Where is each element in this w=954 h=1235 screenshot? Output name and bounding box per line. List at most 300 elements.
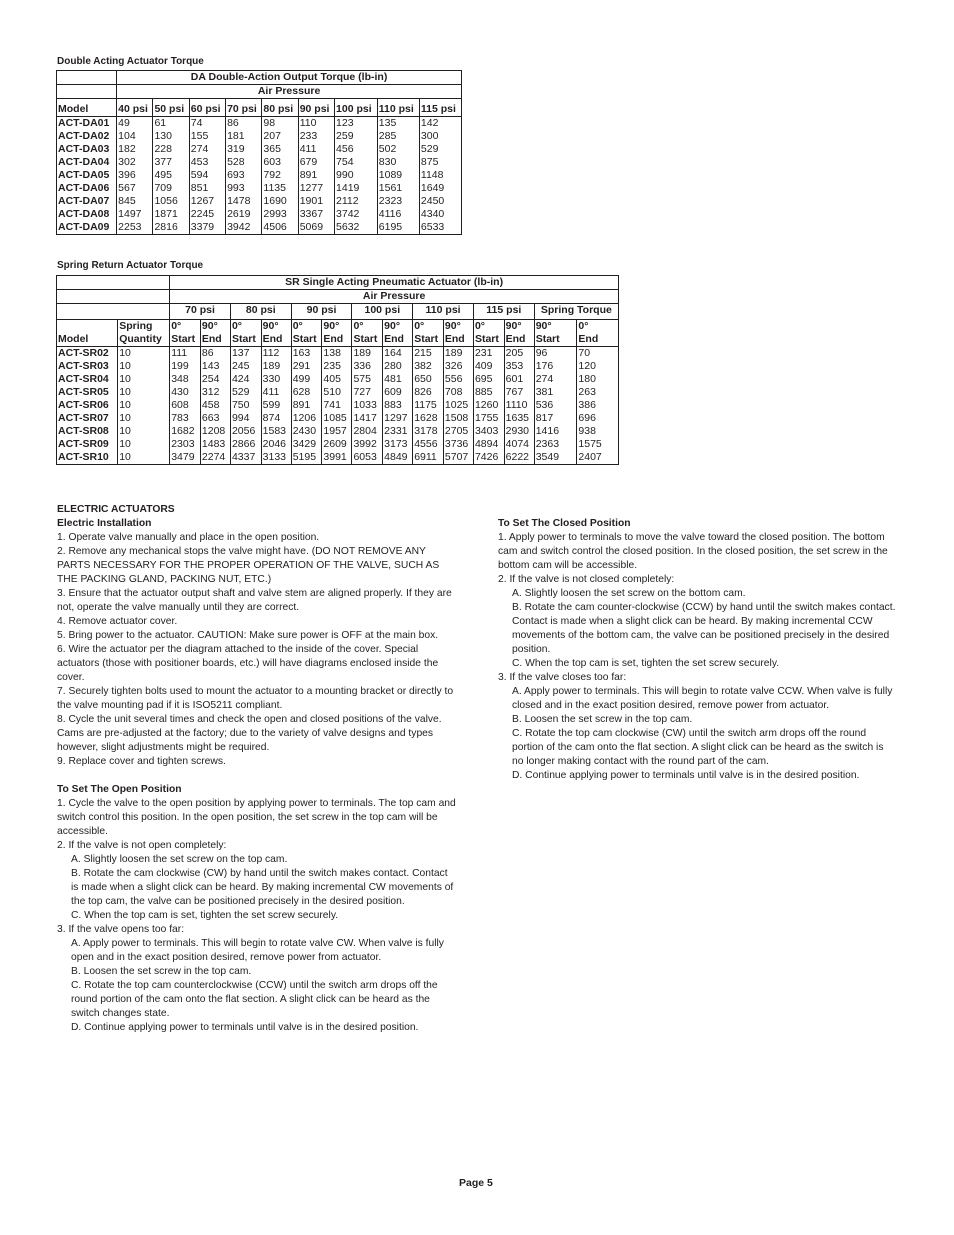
- torque-cell: 3379: [189, 221, 225, 234]
- torque-cell: 365: [262, 143, 298, 156]
- table-row: [57, 221, 461, 234]
- torque-cell: 274: [534, 373, 577, 386]
- torque-cell: 104: [117, 130, 153, 143]
- sr-angle-header: 90°: [200, 320, 230, 334]
- open-step-2: 2. If the valve is not open completely:: [57, 840, 227, 851]
- torque-cell: 456: [335, 143, 378, 156]
- sr-angle-header: 0°: [352, 320, 383, 334]
- torque-cell: 1208: [200, 425, 230, 438]
- torque-cell: 696: [577, 412, 618, 425]
- table-row: [57, 195, 461, 208]
- closed-step-2a: A. Slightly loosen the set screw on the bottom cam.: [512, 588, 746, 599]
- torque-cell: 1575: [577, 438, 618, 451]
- torque-cell: 628: [291, 386, 322, 399]
- torque-cell: 3367: [298, 208, 334, 221]
- torque-cell: 767: [504, 386, 534, 399]
- closed-step-1: 1. Apply power to terminals to move the valve toward the closed position. The bottom cam and switch control the closed position. In the closed position, the set screw in the bottom cam will be accessible.: [498, 532, 888, 571]
- torque-cell: 2112: [335, 195, 378, 208]
- torque-cell: 1085: [322, 412, 352, 425]
- torque-cell: 830: [377, 156, 419, 169]
- sr-angle-header: 90°: [534, 320, 577, 334]
- torque-cell: 259: [335, 130, 378, 143]
- model-cell: ACT-SR02: [58, 347, 109, 359]
- torque-cell: 111: [170, 347, 201, 361]
- torque-cell: 2804: [352, 425, 383, 438]
- install-step: 5. Bring power to the actuator. CAUTION: Make sure power is OFF at the main box.: [57, 630, 439, 641]
- torque-cell: 382: [413, 360, 444, 373]
- model-cell: ACT-SR09: [58, 438, 109, 450]
- da-pressure-header: 70 psi: [226, 99, 262, 117]
- spring-quantity-cell: 10: [118, 373, 170, 386]
- torque-cell: 123: [335, 117, 378, 131]
- torque-cell: 164: [383, 347, 413, 361]
- torque-cell: 499: [291, 373, 322, 386]
- model-cell: ACT-SR07: [58, 412, 109, 424]
- torque-cell: 693: [226, 169, 262, 182]
- torque-cell: 529: [419, 143, 461, 156]
- torque-cell: 163: [291, 347, 322, 361]
- torque-cell: 875: [419, 156, 461, 169]
- table-row: [57, 438, 618, 451]
- page-number: Page 5: [459, 1177, 493, 1189]
- torque-cell: 228: [153, 143, 189, 156]
- sr-torque-table: [57, 276, 618, 464]
- torque-cell: 330: [261, 373, 291, 386]
- torque-cell: 61: [153, 117, 189, 131]
- sr-model-header: Model: [57, 333, 118, 347]
- spring-quantity-cell: 10: [118, 347, 170, 361]
- torque-cell: 6195: [377, 221, 419, 234]
- sr-position-header: Start: [352, 333, 383, 347]
- torque-cell: 536: [534, 399, 577, 412]
- torque-cell: 3178: [413, 425, 444, 438]
- sr-position-header: End: [261, 333, 291, 347]
- table-row: [57, 399, 618, 412]
- sr-group-header: 115 psi: [473, 304, 534, 320]
- torque-cell: 993: [226, 182, 262, 195]
- sr-position-header: Start: [291, 333, 322, 347]
- torque-cell: 1267: [189, 195, 225, 208]
- torque-cell: 495: [153, 169, 189, 182]
- sr-group-header: 100 psi: [352, 304, 413, 320]
- torque-cell: 2430: [291, 425, 322, 438]
- torque-cell: 1755: [473, 412, 504, 425]
- torque-cell: 300: [419, 130, 461, 143]
- torque-cell: 176: [534, 360, 577, 373]
- torque-cell: 138: [322, 347, 352, 361]
- table-row: [57, 386, 618, 399]
- torque-cell: 783: [170, 412, 201, 425]
- torque-cell: 1508: [443, 412, 473, 425]
- torque-cell: 411: [261, 386, 291, 399]
- torque-cell: 556: [443, 373, 473, 386]
- torque-cell: 1206: [291, 412, 322, 425]
- torque-cell: 3942: [226, 221, 262, 234]
- sr-angle-header: 90°: [383, 320, 413, 334]
- sr-table-title: SR Single Acting Pneumatic Actuator (lb-in): [170, 276, 618, 290]
- install-step: 7. Securely tighten bolts used to mount the actuator to a mounting bracket or directly to the valve mounting pad if it is ISO5211 compliant.: [57, 686, 454, 711]
- torque-cell: 502: [377, 143, 419, 156]
- torque-cell: 4074: [504, 438, 534, 451]
- torque-cell: 1583: [261, 425, 291, 438]
- torque-cell: 130: [153, 130, 189, 143]
- torque-cell: 650: [413, 373, 444, 386]
- torque-cell: 1148: [419, 169, 461, 182]
- sr-angle-header: 0°: [170, 320, 201, 334]
- open-step-3: 3. If the valve opens too far:: [57, 924, 185, 935]
- sr-position-header: End: [322, 333, 352, 347]
- model-cell: ACT-SR06: [58, 399, 109, 411]
- torque-cell: 2274: [200, 451, 230, 464]
- torque-cell: 1901: [298, 195, 334, 208]
- torque-cell: 885: [473, 386, 504, 399]
- sr-angle-header: 90°: [504, 320, 534, 334]
- torque-cell: 826: [413, 386, 444, 399]
- sr-angle-header: 0°: [577, 320, 618, 334]
- install-steps-list: [57, 531, 457, 769]
- closed-step-3c: C. Rotate the top cam clockwise (CW) until the switch arm drops off the round portion of the cam onto the flat section. A slight click can be heard as the switch is no longer making contact with the round part of the cam.: [512, 728, 884, 767]
- torque-cell: 353: [504, 360, 534, 373]
- torque-cell: 2303: [170, 438, 201, 451]
- torque-cell: 1871: [153, 208, 189, 221]
- torque-cell: 5195: [291, 451, 322, 464]
- open-step-1: 1. Cycle the valve to the open position by applying power to terminals. The top cam and switch control this position. In the open position, the set screw in the top cam will be accessible.: [57, 798, 456, 837]
- model-cell: ACT-DA05: [58, 169, 110, 181]
- install-step: 1. Operate valve manually and place in the open position.: [57, 532, 320, 543]
- table-row: [57, 130, 461, 143]
- torque-cell: 205: [504, 347, 534, 361]
- model-cell: ACT-SR10: [58, 451, 109, 463]
- torque-cell: 424: [230, 373, 261, 386]
- torque-cell: 609: [383, 386, 413, 399]
- open-step-3b: B. Loosen the set screw in the top cam.: [71, 966, 252, 977]
- torque-cell: 74: [189, 117, 225, 131]
- torque-cell: 3479: [170, 451, 201, 464]
- model-cell: ACT-DA04: [58, 156, 110, 168]
- install-step: 8. Cycle the unit several times and check the open and closed positions of the valve. Cams are pre-adjusted at the factory; due to the variety of valve designs and types however, slight adjustments might be required.: [57, 714, 442, 753]
- closed-position-heading: To Set The Closed Position: [498, 518, 631, 529]
- torque-cell: 7426: [473, 451, 504, 464]
- torque-cell: 215: [413, 347, 444, 361]
- sr-position-header: End: [577, 333, 618, 347]
- closed-step-3b: B. Loosen the set screw in the top cam.: [512, 714, 693, 725]
- open-step-3d: D. Continue applying power to terminals until valve is in the desired position.: [71, 1022, 419, 1033]
- torque-cell: 1682: [170, 425, 201, 438]
- torque-cell: 326: [443, 360, 473, 373]
- sr-position-header: Start: [473, 333, 504, 347]
- torque-cell: 4337: [230, 451, 261, 464]
- da-pressure-header: 115 psi: [419, 99, 461, 117]
- torque-cell: 263: [577, 386, 618, 399]
- sr-group-header: 80 psi: [230, 304, 291, 320]
- torque-cell: 1497: [117, 208, 153, 221]
- install-step: 3. Ensure that the actuator output shaft and valve stem are aligned properly. If they are not, operate the valve manually until they are correct.: [57, 588, 452, 613]
- torque-cell: 2046: [261, 438, 291, 451]
- torque-cell: 199: [170, 360, 201, 373]
- torque-cell: 302: [117, 156, 153, 169]
- torque-cell: 2245: [189, 208, 225, 221]
- da-pressure-header: 60 psi: [189, 99, 225, 117]
- table-row: [57, 425, 618, 438]
- closed-step-3d: D. Continue applying power to terminals until valve is in the desired position.: [512, 770, 860, 781]
- torque-cell: 754: [335, 156, 378, 169]
- torque-cell: 750: [230, 399, 261, 412]
- torque-cell: 348: [170, 373, 201, 386]
- torque-cell: 245: [230, 360, 261, 373]
- model-cell: ACT-DA09: [58, 221, 110, 233]
- sr-section-title: Spring Return Actuator Torque: [57, 260, 204, 271]
- spring-quantity-cell: 10: [118, 360, 170, 373]
- torque-cell: 1690: [262, 195, 298, 208]
- torque-cell: 5069: [298, 221, 334, 234]
- sr-position-header: End: [443, 333, 473, 347]
- sr-angle-header: 0°: [473, 320, 504, 334]
- torque-cell: 2705: [443, 425, 473, 438]
- sr-angle-header: 0°: [413, 320, 444, 334]
- open-step-3a: A. Apply power to terminals. This will begin to rotate valve CW. When valve is fully open and in the exact position desired, remove power from actuator.: [71, 938, 444, 963]
- torque-cell: 142: [419, 117, 461, 131]
- torque-cell: 727: [352, 386, 383, 399]
- torque-cell: 2323: [377, 195, 419, 208]
- torque-cell: 481: [383, 373, 413, 386]
- torque-cell: 599: [261, 399, 291, 412]
- torque-cell: 845: [117, 195, 153, 208]
- torque-cell: 189: [443, 347, 473, 361]
- torque-cell: 528: [226, 156, 262, 169]
- torque-cell: 679: [298, 156, 334, 169]
- model-cell: ACT-DA06: [58, 182, 110, 194]
- torque-cell: 2993: [262, 208, 298, 221]
- torque-cell: 3991: [322, 451, 352, 464]
- torque-cell: 608: [170, 399, 201, 412]
- open-step-2c: C. When the top cam is set, tighten the set screw securely.: [71, 910, 339, 921]
- torque-cell: 86: [200, 347, 230, 361]
- torque-cell: 381: [534, 386, 577, 399]
- torque-cell: 601: [504, 373, 534, 386]
- torque-cell: 254: [200, 373, 230, 386]
- da-table-title: DA Double-Action Output Torque (lb-in): [117, 71, 461, 85]
- torque-cell: 1561: [377, 182, 419, 195]
- install-step: 2. Remove any mechanical stops the valve might have. (DO NOT REMOVE ANY PARTS NECESSARY FOR THE PROPER OPERATION OF THE VALVE, SUCH AS THE PACKING GLAND, PACKING NUT, ETC.): [57, 546, 440, 585]
- da-pressure-header: 110 psi: [377, 99, 419, 117]
- torque-cell: 312: [200, 386, 230, 399]
- torque-cell: 396: [117, 169, 153, 182]
- torque-cell: 3403: [473, 425, 504, 438]
- torque-cell: 182: [117, 143, 153, 156]
- torque-cell: 741: [322, 399, 352, 412]
- torque-cell: 851: [189, 182, 225, 195]
- torque-cell: 6911: [413, 451, 444, 464]
- torque-cell: 6053: [352, 451, 383, 464]
- torque-cell: 1635: [504, 412, 534, 425]
- torque-cell: 994: [230, 412, 261, 425]
- sr-group-header: 90 psi: [291, 304, 352, 320]
- torque-cell: 1649: [419, 182, 461, 195]
- torque-cell: 2331: [383, 425, 413, 438]
- table-row: [57, 182, 461, 195]
- torque-cell: 891: [291, 399, 322, 412]
- torque-cell: 405: [322, 373, 352, 386]
- closed-step-2b: B. Rotate the cam counter-clockwise (CCW) by hand until the switch makes contact. Contact is made when a slight click can be heard. By making incremental CCW movements of the bottom cam, the valve can be positioned precisely in the desired position.: [512, 602, 896, 655]
- torque-cell: 3173: [383, 438, 413, 451]
- torque-cell: 143: [200, 360, 230, 373]
- torque-cell: 1175: [413, 399, 444, 412]
- torque-cell: 1483: [200, 438, 230, 451]
- torque-cell: 883: [383, 399, 413, 412]
- table-row: [57, 169, 461, 182]
- torque-cell: 3742: [335, 208, 378, 221]
- da-pressure-header: 100 psi: [335, 99, 378, 117]
- model-cell: ACT-DA07: [58, 195, 110, 207]
- torque-cell: 231: [473, 347, 504, 361]
- torque-cell: 2816: [153, 221, 189, 234]
- torque-cell: 2609: [322, 438, 352, 451]
- torque-cell: 285: [377, 130, 419, 143]
- torque-cell: 6222: [504, 451, 534, 464]
- torque-cell: 110: [298, 117, 334, 131]
- torque-cell: 1419: [335, 182, 378, 195]
- sr-group-header: 70 psi: [170, 304, 231, 320]
- da-pressure-header: 90 psi: [298, 99, 334, 117]
- sr-quantity-header: Quantity: [118, 333, 170, 347]
- spring-quantity-cell: 10: [118, 386, 170, 399]
- torque-cell: 180: [577, 373, 618, 386]
- torque-cell: 2866: [230, 438, 261, 451]
- torque-cell: 98: [262, 117, 298, 131]
- torque-cell: 3429: [291, 438, 322, 451]
- torque-cell: 594: [189, 169, 225, 182]
- sr-position-header: Start: [230, 333, 261, 347]
- torque-cell: 575: [352, 373, 383, 386]
- torque-cell: 891: [298, 169, 334, 182]
- install-step: 4. Remove actuator cover.: [57, 616, 178, 627]
- model-cell: ACT-DA03: [58, 143, 110, 155]
- torque-cell: 695: [473, 373, 504, 386]
- torque-cell: 86: [226, 117, 262, 131]
- torque-cell: 235: [322, 360, 352, 373]
- torque-cell: 4506: [262, 221, 298, 234]
- torque-cell: 938: [577, 425, 618, 438]
- torque-cell: 510: [322, 386, 352, 399]
- sr-angle-header: 90°: [261, 320, 291, 334]
- torque-cell: 181: [226, 130, 262, 143]
- torque-cell: 3549: [534, 451, 577, 464]
- torque-cell: 708: [443, 386, 473, 399]
- table-row: [57, 156, 461, 169]
- closed-step-2c: C. When the top cam is set, tighten the set screw securely.: [512, 658, 780, 669]
- torque-cell: 291: [291, 360, 322, 373]
- table-row: [57, 143, 461, 156]
- spring-quantity-cell: 10: [118, 412, 170, 425]
- torque-cell: 155: [189, 130, 225, 143]
- torque-cell: 6533: [419, 221, 461, 234]
- open-step-3c: C. Rotate the top cam counterclockwise (CCW) until the switch arm drops off the round portion of the cam onto the flat section. A slight click can be heard as the switch changes state.: [71, 980, 438, 1019]
- open-step-2a: A. Slightly loosen the set screw on the top cam.: [71, 854, 288, 865]
- torque-cell: 1056: [153, 195, 189, 208]
- table-row: [57, 373, 618, 386]
- sr-angle-header: 90°: [443, 320, 473, 334]
- torque-cell: 2253: [117, 221, 153, 234]
- torque-cell: 4556: [413, 438, 444, 451]
- electric-actuators-heading: ELECTRIC ACTUATORS: [57, 504, 175, 515]
- torque-cell: 49: [117, 117, 153, 131]
- model-cell: ACT-DA08: [58, 208, 110, 220]
- table-row: [57, 117, 461, 131]
- torque-cell: 709: [153, 182, 189, 195]
- sr-angle-header: 0°: [230, 320, 261, 334]
- torque-cell: 2619: [226, 208, 262, 221]
- da-table-subtitle: Air Pressure: [117, 85, 461, 99]
- sr-position-header: End: [383, 333, 413, 347]
- torque-cell: 792: [262, 169, 298, 182]
- torque-cell: 4340: [419, 208, 461, 221]
- torque-cell: 603: [262, 156, 298, 169]
- torque-cell: 233: [298, 130, 334, 143]
- torque-cell: 189: [261, 360, 291, 373]
- torque-cell: 2056: [230, 425, 261, 438]
- torque-cell: 319: [226, 143, 262, 156]
- closed-step-3: 3. If the valve closes too far:: [498, 672, 627, 683]
- torque-cell: 1260: [473, 399, 504, 412]
- torque-cell: 120: [577, 360, 618, 373]
- table-row: [57, 347, 618, 361]
- torque-cell: 1478: [226, 195, 262, 208]
- sr-group-header: Spring Torque: [534, 304, 618, 320]
- install-step: 9. Replace cover and tighten screws.: [57, 756, 226, 767]
- torque-cell: 990: [335, 169, 378, 182]
- torque-cell: 4894: [473, 438, 504, 451]
- torque-cell: 3133: [261, 451, 291, 464]
- model-cell: ACT-DA02: [58, 130, 110, 142]
- torque-cell: 5707: [443, 451, 473, 464]
- torque-cell: 529: [230, 386, 261, 399]
- sr-table-subtitle: Air Pressure: [170, 290, 618, 304]
- sr-angle-header: 90°: [322, 320, 352, 334]
- da-torque-table: [57, 71, 461, 234]
- sr-position-header: Start: [413, 333, 444, 347]
- sr-position-header: End: [504, 333, 534, 347]
- sr-position-header: Start: [534, 333, 577, 347]
- torque-cell: 1416: [534, 425, 577, 438]
- torque-cell: 409: [473, 360, 504, 373]
- torque-cell: 96: [534, 347, 577, 361]
- torque-cell: 2930: [504, 425, 534, 438]
- model-cell: ACT-DA01: [58, 117, 110, 129]
- da-pressure-header: 50 psi: [153, 99, 189, 117]
- torque-cell: 1957: [322, 425, 352, 438]
- da-section-title: Double Acting Actuator Torque: [57, 56, 204, 67]
- sr-position-header: Start: [170, 333, 201, 347]
- torque-cell: 3736: [443, 438, 473, 451]
- torque-cell: 1417: [352, 412, 383, 425]
- torque-cell: 458: [200, 399, 230, 412]
- torque-cell: 1277: [298, 182, 334, 195]
- torque-cell: 2407: [577, 451, 618, 464]
- torque-cell: 135: [377, 117, 419, 131]
- da-pressure-header: 80 psi: [262, 99, 298, 117]
- torque-cell: 70: [577, 347, 618, 361]
- torque-cell: 1297: [383, 412, 413, 425]
- torque-cell: 430: [170, 386, 201, 399]
- spring-quantity-cell: 10: [118, 451, 170, 464]
- torque-cell: 1135: [262, 182, 298, 195]
- torque-cell: 663: [200, 412, 230, 425]
- sr-group-header: 110 psi: [413, 304, 474, 320]
- electric-installation-heading: Electric Installation: [57, 518, 152, 529]
- install-step: 6. Wire the actuator per the diagram attached to the inside of the cover. Special actuators (those with positioner boards, etc.) will have diagrams enclosed inside the cover.: [57, 644, 439, 683]
- spring-quantity-cell: 10: [118, 438, 170, 451]
- torque-cell: 1089: [377, 169, 419, 182]
